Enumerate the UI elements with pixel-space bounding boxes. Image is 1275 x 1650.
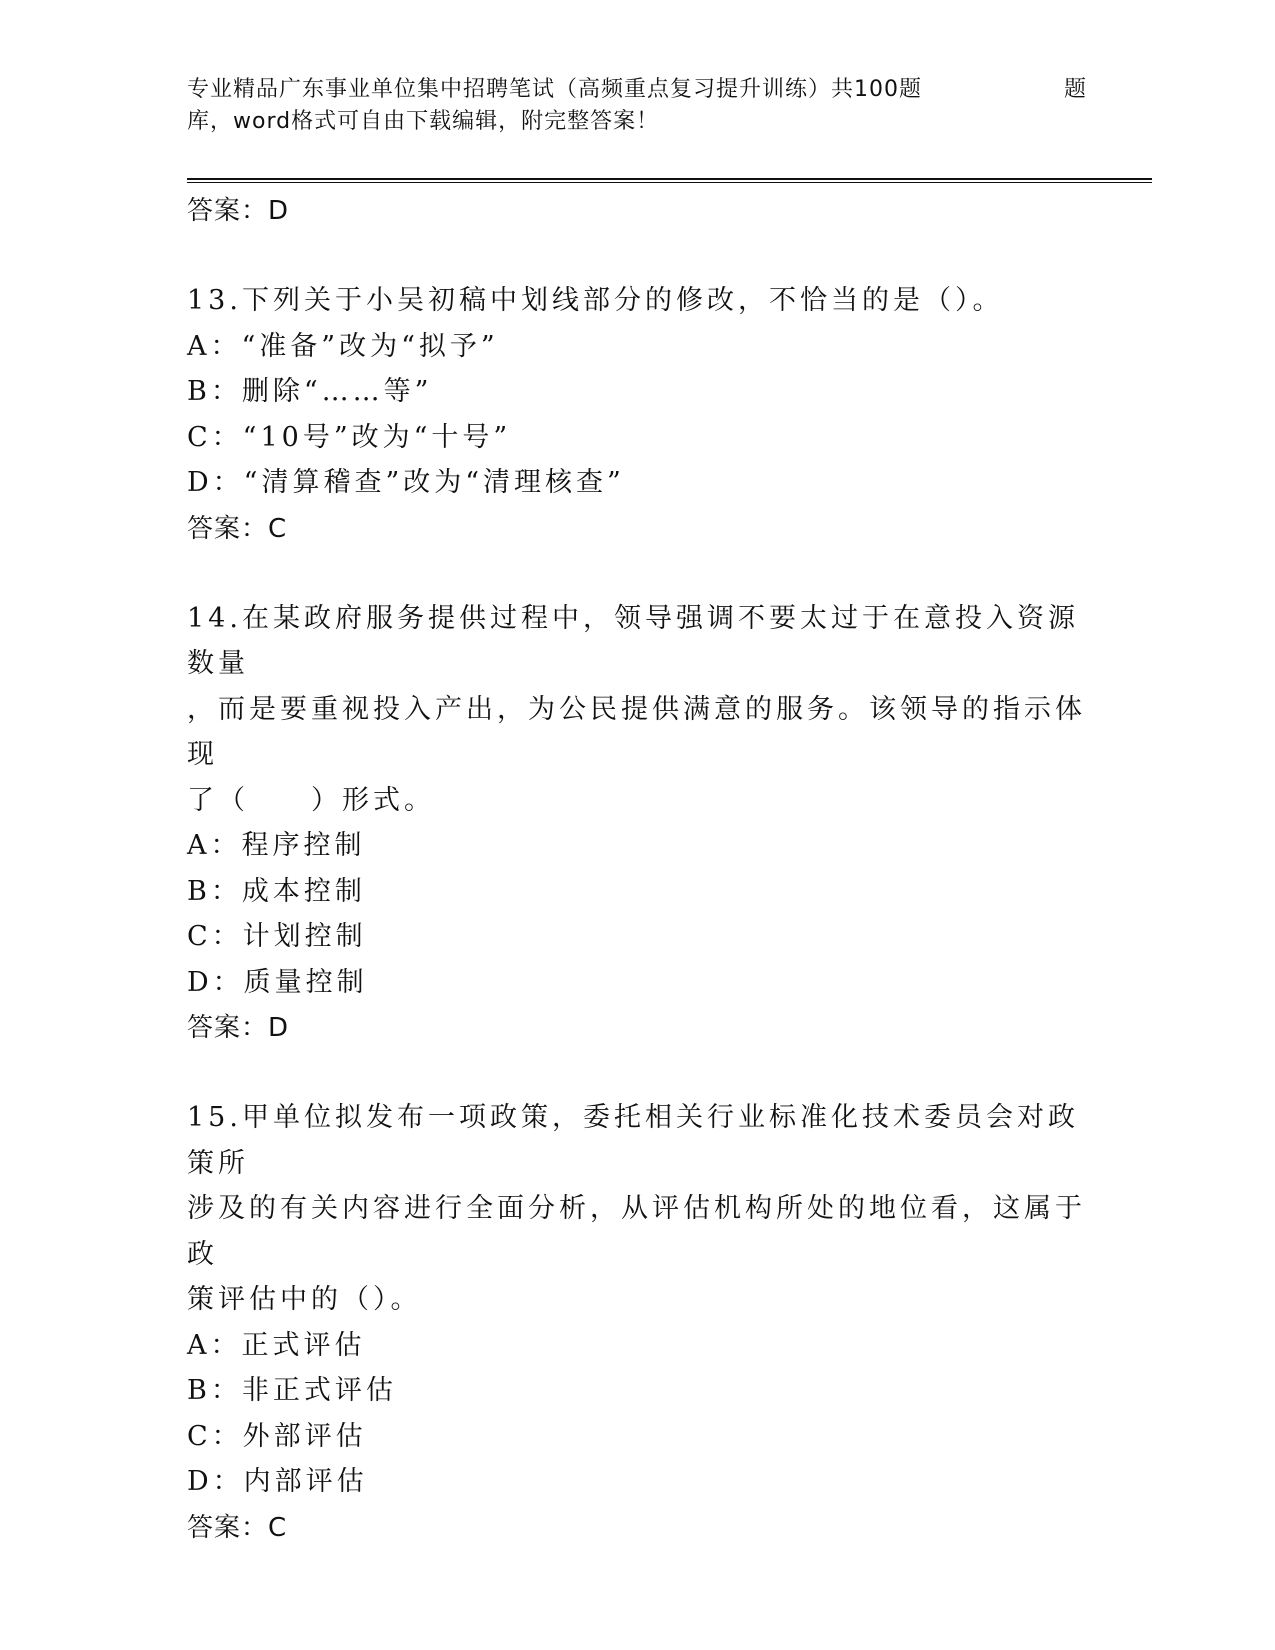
question-text-line-3: 策评估中的（）。 <box>187 1284 422 1315</box>
answer-line: 答案：D <box>187 196 290 226</box>
question-14 <box>187 596 1087 1052</box>
answer-line: 答案：C <box>187 1512 288 1543</box>
question-text: 13.下列关于小吴初稿中划线部分的修改，不恰当的是（）。 <box>187 285 1004 316</box>
option-b: B：删除“……等” <box>187 376 433 407</box>
option-b: B：非正式评估 <box>187 1375 397 1406</box>
option-d: D：质量控制 <box>187 966 368 998</box>
option-d: D：“清算稽查”改为“清理核查” <box>187 467 625 498</box>
document-body <box>187 188 1087 1551</box>
header-title: 专业精品广东事业单位集中招聘笔试（高频重点复习提升训练）共100题 <box>187 77 922 102</box>
question-13 <box>187 278 1087 552</box>
question-15 <box>187 1095 1087 1551</box>
header-title-tail: 题 <box>1063 77 1087 102</box>
option-a: A：程序控制 <box>187 830 366 861</box>
page-header <box>187 74 1087 138</box>
answer-line: 答案：D <box>187 1013 290 1043</box>
option-d: D：内部评估 <box>187 1466 368 1497</box>
header-divider-thin <box>187 182 1152 183</box>
option-c: C：外部评估 <box>187 1420 367 1452</box>
option-c: C：“10号”改为“十号” <box>187 421 512 453</box>
question-text-line-1: 15.甲单位拟发布一项政策，委托相关行业标准化技术委员会对政策所 <box>187 1102 1079 1179</box>
question-text-line-3: 了（ ）形式。 <box>187 784 435 816</box>
option-a: A：正式评估 <box>187 1329 366 1361</box>
question-text-line-2: ，而是要重视投入产出，为公民提供满意的服务。该领导的指示体现 <box>187 693 1086 770</box>
option-b: B：成本控制 <box>187 875 366 907</box>
header-line-2: 库，word格式可自由下载编辑，附完整答案！ <box>187 109 660 134</box>
question-text-line-1: 14.在某政府服务提供过程中，领导强调不要太过于在意投入资源数量 <box>187 602 1079 679</box>
header-line-1 <box>187 74 1087 106</box>
answer-line: 答案：C <box>187 513 288 544</box>
option-a: A：“准备”改为“拟予” <box>187 330 499 362</box>
header-divider-thick <box>187 178 1152 180</box>
question-text-line-2: 涉及的有关内容进行全面分析，从评估机构所处的地位看，这属于政 <box>187 1193 1086 1270</box>
option-c: C：计划控制 <box>187 921 367 952</box>
